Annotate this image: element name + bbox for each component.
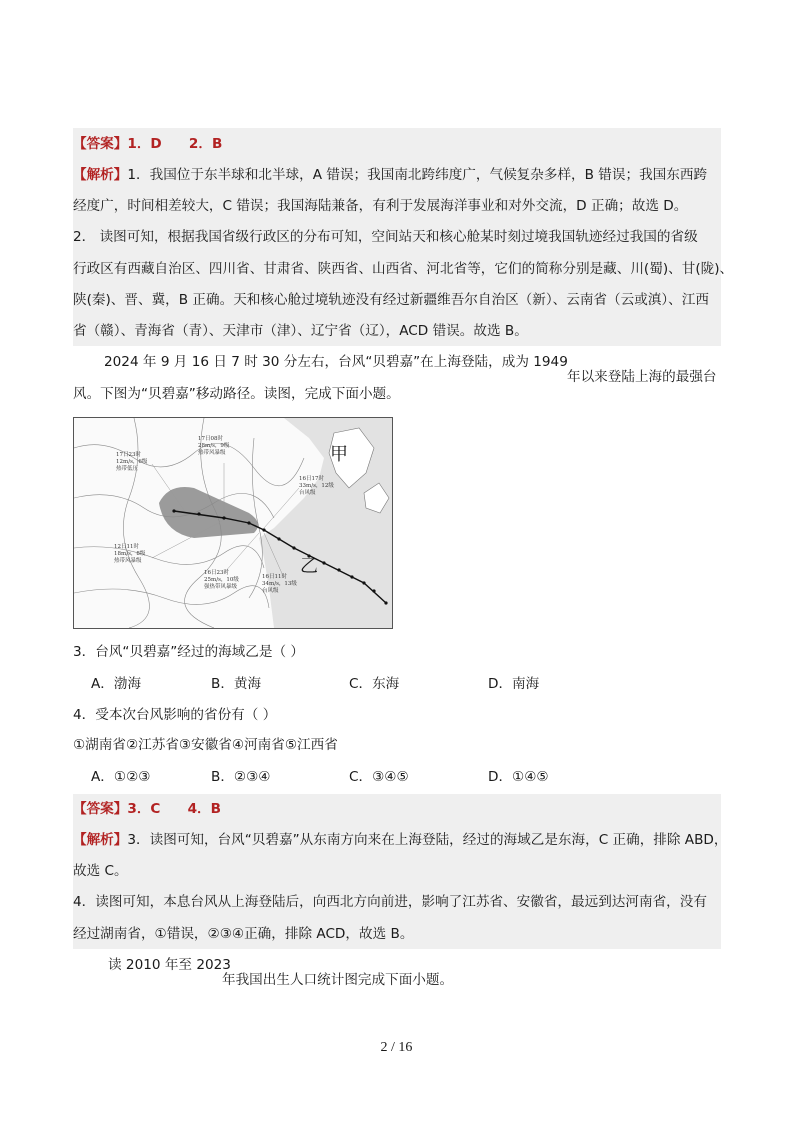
analysis-tag: 【解析】	[73, 167, 128, 183]
question-4-list: ①湖南省②江苏省③安徽省④河南省⑤江西省	[73, 737, 338, 753]
analysis2-line-3: 4．读图可知，本息台风从上海登陆后，向西北方向前进，影响了江苏省、安徽省，最远到达河南省，没有	[73, 894, 707, 910]
map-label-jia: 甲	[330, 444, 348, 465]
label-box-4: 12日11时 18m/s，8级 热带风暴级	[114, 544, 146, 564]
q4-option-a[interactable]: A．①②③	[91, 769, 151, 785]
analysis-line-4: 行政区有西藏自治区、四川省、甘肃省、陕西省、山西省、河北省等，它们的简称分别是藏、川(蜀)、甘(陇)、	[73, 261, 734, 277]
label-box-2: 17日08时 28m/s，9级 热带风暴级	[198, 436, 230, 456]
typhoon-track-map	[73, 417, 393, 629]
analysis-line-3: 2． 读图可知，根据我国省级行政区的分布可知，空间站天和核心舱某时刻过境我国轨迹经过我国的省级	[73, 229, 698, 245]
analysis2-line-4: 经过湖南省，①错误，②③④正确，排除 ACD，故选 B。	[73, 926, 414, 942]
question-3-stem: 3．台风“贝碧嘉”经过的海域乙是（ ）	[73, 644, 304, 660]
map-label-yi: 乙	[300, 556, 318, 577]
intro-line-1: 2024 年 9 月 16 日 7 时 30 分左右，台风“贝碧嘉”在上海登陆，成为 1949	[104, 354, 568, 370]
next-intro-line-2: 年我国出生人口统计图完成下面小题。	[222, 972, 454, 988]
q4-option-d[interactable]: D．①④⑤	[488, 769, 549, 785]
label-box-3: 16日17时 33m/s，12级 台风级	[299, 476, 334, 496]
intro-line-1b: 年以来登陆上海的最强台	[567, 369, 717, 385]
q3-option-d[interactable]: D．南海	[488, 676, 540, 692]
next-intro-line-1: 读 2010 年至 2023	[108, 957, 231, 973]
q3-option-a[interactable]: A．渤海	[91, 676, 142, 692]
q3-option-c[interactable]: C．东海	[349, 676, 400, 692]
question-4-stem: 4．受本次台风影响的省份有（ ）	[73, 707, 277, 723]
analysis-line-5: 陕(秦)、晋、冀，B 正确。天和核心舱过境轨迹没有经过新疆维吾尔自治区（新）、云南省（云或滇）、江西	[73, 292, 709, 308]
label-box-5: 16日23时 25m/s，10级 强热带风暴级	[204, 570, 239, 590]
analysis2-line-1: 【解析】3．读图可知，台风“贝碧嘉”从东南方向来在上海登陆，经过的海域乙是东海，C 正确，排除 ABD，	[73, 832, 728, 848]
analysis-line-6: 省（赣）、青海省（青）、天津市（津）、辽宁省（辽），ACD 错误。故选 B。	[73, 323, 528, 339]
label-box-6: 16日11时 34m/s，13级 台风级	[262, 574, 297, 594]
q4-option-c[interactable]: C．③④⑤	[349, 769, 409, 785]
analysis-line-2: 经度广，时间相差较大，C 错误；我国海陆兼备，有利于发展海洋事业和对外交流，D 正确；故选 D。	[73, 198, 688, 214]
intro-line-2: 风。下图为“贝碧嘉”移动路径。读图，完成下面小题。	[73, 386, 400, 402]
analysis2-line-2: 故选 C。	[73, 863, 128, 879]
answer-text: 1．D 2．B	[127, 136, 223, 152]
answer-tag: 【答案】	[73, 136, 128, 152]
q3-option-b[interactable]: B．黄海	[211, 676, 262, 692]
page-number: 2 / 16	[380, 1040, 413, 1055]
answer-line-1	[73, 134, 222, 154]
q4-option-b[interactable]: B．②③④	[211, 769, 271, 785]
answer-line-2: 【答案】3．C 4．B	[73, 801, 222, 817]
analysis-line-1: 【解析】1．我国位于东半球和北半球，A 错误；我国南北跨纬度广，气候复杂多样，B 错误；我国东西跨	[73, 167, 708, 183]
label-box-1: 17日23时 12m/s，6级 热带低压	[116, 452, 148, 472]
